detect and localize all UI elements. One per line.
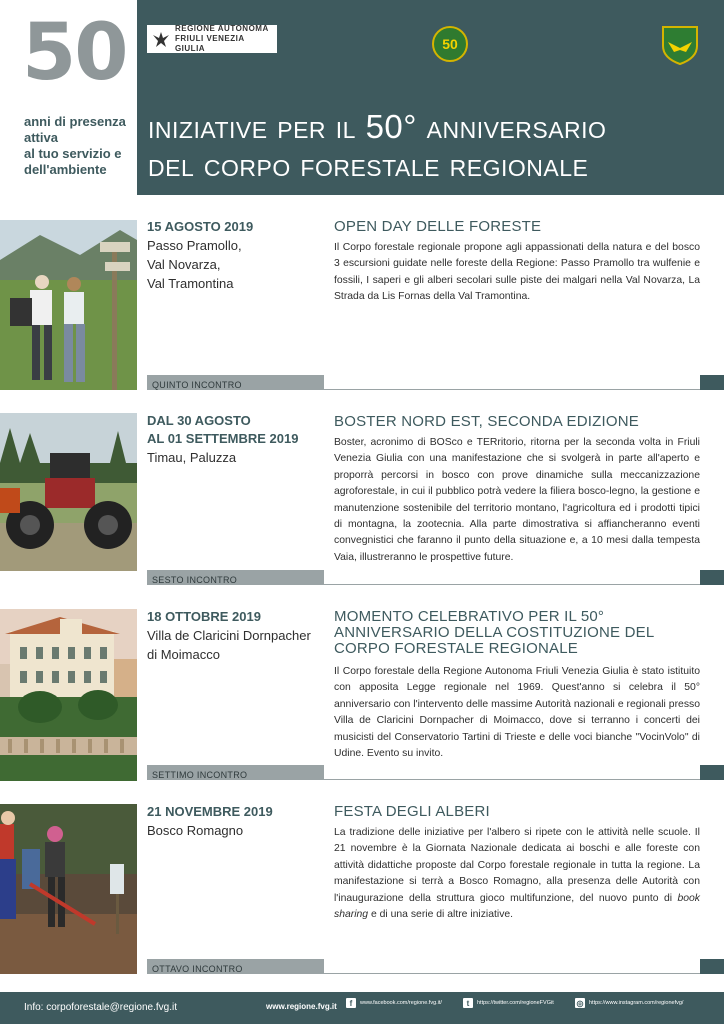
event-place: Villa de Claricini Dornpacher di Moimacco	[147, 628, 311, 662]
facebook-link[interactable]: f www.facebook.com/regione.fvg.it/	[346, 998, 442, 1008]
event-date: 21 NOVEMBRE 2019	[147, 804, 273, 819]
event-date: 15 AGOSTO 2019	[147, 219, 254, 234]
divider-block	[700, 959, 724, 974]
event-photo-children-planting	[0, 804, 137, 974]
event-title: FESTA DEGLI ALBERI	[334, 803, 490, 820]
divider-block	[700, 570, 724, 585]
forestry-shield-icon	[660, 24, 700, 66]
event-place: Bosco Romagno	[147, 823, 244, 838]
meeting-label: OTTAVO INCONTRO	[147, 959, 324, 974]
meeting-label: SETTIMO INCONTRO	[147, 765, 324, 780]
eagle-icon	[147, 25, 175, 53]
anniversary-badge: 50	[432, 26, 468, 62]
event-date: DAL 30 AGOSTO AL 01 SETTEMBRE 2019	[147, 413, 299, 446]
contact-email-link[interactable]: Info: corpoforestale@regione.fvg.it	[24, 1002, 178, 1013]
meeting-label: QUINTO INCONTRO	[147, 375, 324, 390]
twitter-link[interactable]: t https://twitter.com/regioneFVGit	[463, 998, 554, 1008]
region-logo: REGIONE AUTONOMA FRIULI VENEZIA GIULIA	[147, 25, 277, 53]
event-date: 18 OTTOBRE 2019	[147, 609, 261, 624]
divider	[324, 584, 700, 585]
event-description: Boster, acronimo di BOSco e TERritorio, ritorna per la seconda volta in Friuli Venezia Giulia con una manifestazione che si svolgerà in parte all'aperto e proporrà percorsi in bosco con prove dinamiche sulla meccanizzazione agroforestale, in cui il pubblico potrà vedere la filiera bosco-legno, la gestione e manutenzione sostenibile del territorio montano, l'agricoltura ed i prodotti tipici di montagna, la zootecnia. Alla parte dimostrativa si affiancheranno eventi convegnistici che faranno il punto della situazione e, a 10 mesi dalla tempesta Vaia, illustreranno le prospettive future.	[334, 437, 700, 563]
meeting-label: SESTO INCONTRO	[147, 570, 324, 585]
event-photo-villa	[0, 609, 137, 781]
anniversary-number: 50	[22, 8, 127, 98]
website-link[interactable]: www.regione.fvg.it	[266, 1002, 337, 1011]
twitter-icon: t	[463, 998, 473, 1008]
event-description: La tradizione delle iniziative per l'albero si ripete con le attività nelle scuole. Il 21 novembre è la Giornata Nazionale dedicata ai boschi e alle foreste con attività didattiche proposte dal Corpo forestale regionale in tutta la regione. La manifestazione si terrà a Bosco Romagno, alla presenza delle Autorità con l'inaugurazione della struttura gioco multifunzione, del nuovo punto di book sharing e di una serie di altre iniziative.	[334, 827, 700, 921]
instagram-link[interactable]: ◎ https://www.instagram.com/regionefvg/	[576, 998, 684, 1008]
event-title: BOSTER NORD EST, SECONDA EDIZIONE	[334, 413, 639, 430]
divider-block	[700, 375, 724, 390]
event-title: OPEN DAY DELLE FORESTE	[334, 218, 542, 235]
event-title: MOMENTO CELEBRATIVO PER IL 50° ANNIVERSARIO DELLA COSTITUZIONE DEL CORPO FORESTALE REGIONALE	[334, 608, 654, 657]
instagram-icon: ◎	[576, 998, 584, 1008]
divider	[324, 779, 700, 780]
event-place: Timau, Paluzza	[147, 450, 237, 465]
divider	[324, 973, 700, 974]
event-photo-tractor	[0, 413, 137, 571]
divider-block	[700, 765, 724, 780]
event-description: Il Corpo forestale regionale propone agli appassionati della natura e del bosco 3 escursioni guidate nelle foreste della Regione: Passo Pramollo tra wulfenie e fossili, I saperi e gli alberi secolari sulle piste dei malgari nella Val Novarza, La Strada da Lis Fornas della Val Tramontina.	[334, 242, 700, 303]
event-place: Passo Pramollo, Val Novarza, Val Tramontina	[147, 238, 242, 291]
tagline: anni di presenza attiva al tuo servizio e dell'ambiente	[24, 114, 126, 177]
facebook-icon: f	[346, 998, 356, 1008]
divider	[324, 389, 700, 390]
page-title: iniziative per il 50° anniversario del corpo forestale regionale	[148, 108, 607, 183]
event-description: Il Corpo forestale della Regione Autonoma Friuli Venezia Giulia è stato istituito con apposita Legge regionale nel 1969. Quest'anno si celebra il 50° anniversario con l'intervento delle massime Autorità nazionali e regionali presso Villa de Claricini Dornpacher di Moimacco, dove si terranno i concerti dei musicisti del Conservatorio Tartini di Trieste e delle voci bianche "VocinVolo" di Udine. Evento su invito.	[334, 666, 700, 760]
event-photo-hikers	[0, 220, 137, 390]
